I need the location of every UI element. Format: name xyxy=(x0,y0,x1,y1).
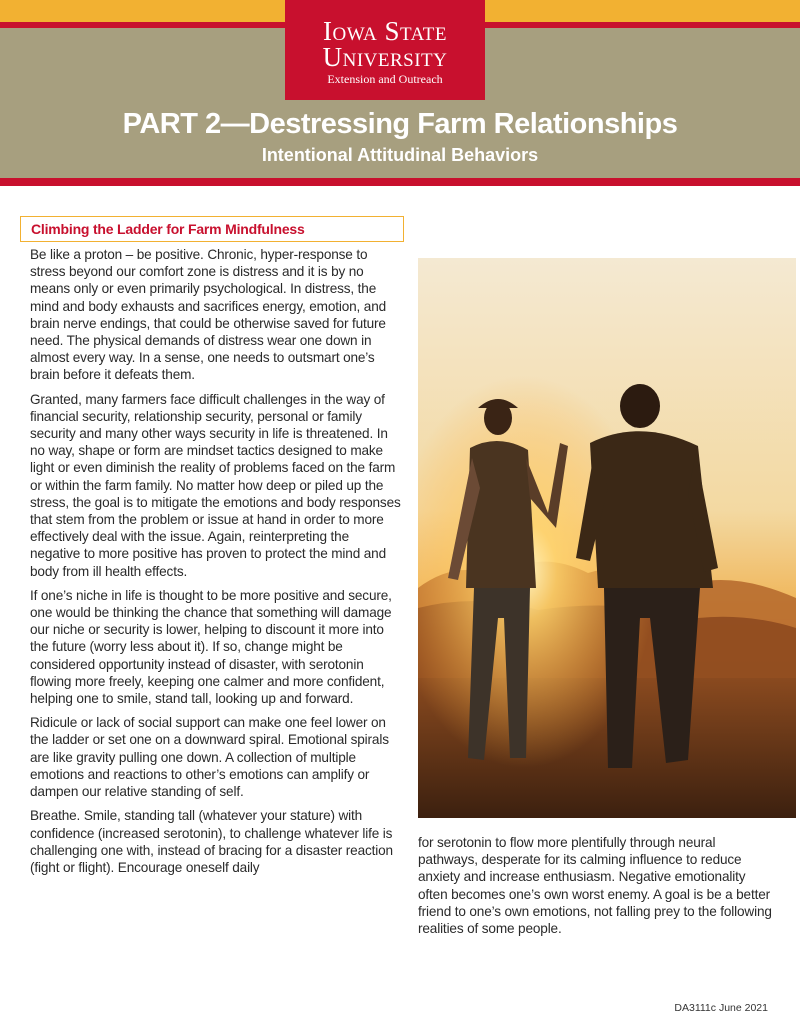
paragraph-continuation: for serotonin to flow more plentifully through neural pathways, desperate for its calming influence to reduce anxiety and increase enthusiasm. Negative emotionality often becomes one’s own worst enemy. A goal is be a better friend to one’s own emotions, not falling prey to the following realities of some people. xyxy=(418,835,772,937)
logo-line-3: Extension and Outreach xyxy=(327,72,443,86)
logo-line-2: University xyxy=(322,42,448,72)
farm-couple-sunset-photo xyxy=(418,258,796,818)
left-column xyxy=(30,246,402,883)
university-logo[interactable] xyxy=(285,0,485,100)
paragraph: Ridicule or lack of social support can make one feel lower on the ladder or set one on a downward spiral. Emotional spirals are like gravity pulling one down. A collection of multiple emotions and reactions to other’s emotions can amplify or dampen our relative standing of self. xyxy=(30,715,389,800)
paragraph: Granted, many farmers face difficult challenges in the way of financial security, relationship security, personal or family security and many other ways security in life is threatened. In no way, shape or form are mindset tactics designed to make light or even diminish the reality of problems faced on the farm or within the farm family. No matter how deep or piled up the stress, the goal is to mitigate the emotions and body responses that stem from the problem or issue at hand in order to more effectively deal with the issue. Again, reinterpreting the negative to more positive has proven to protect the mind and body from ill health effects. xyxy=(30,391,401,579)
paragraph: Be like a proton – be positive. Chronic, hyper-response to stress beyond our comfort zone is distress and it is by no means only or even primarily psychological. In distress, the mind and body exhausts and sacrifices energy, emotion, and brain nerve endings, that could be otherwise saved for future need. The physical demands of distress wear one down in almost every way. In a sense, one needs to outsmart one’s brain before it defeats them. xyxy=(30,247,387,383)
publication-code: DA3111c June 2021 xyxy=(674,1002,768,1014)
paragraph: If one’s niche in life is thought to be more positive and secure, one would be thinking the chance that something will damage our niche or security is lower, helping to discount it more into the future (worry less about it). If so, change might be considered opportunity instead of disaster, with serotonin flowing more freely, keeping one calmer and more confident, helping one to smile, stand tall, looking up and forward. xyxy=(30,587,392,707)
page-title: PART 2—Destressing Farm Relationships xyxy=(122,108,678,140)
logo-line-1: Iowa State xyxy=(323,16,447,46)
page-subtitle: Intentional Attitudinal Behaviors xyxy=(261,145,539,165)
section-heading-box xyxy=(20,216,404,242)
right-column xyxy=(418,834,778,937)
section-heading: Climbing the Ladder for Farm Mindfulness xyxy=(31,221,305,237)
bottom-red-rule xyxy=(0,178,800,186)
photo-illustration xyxy=(418,258,796,818)
paragraph: Breathe. Smile, standing tall (whatever your stature) with confidence (increased serotonin), to challenge whatever life is challenging one with, instead of bracing for a disaster reaction (fight or flight). Encourage oneself daily xyxy=(30,808,393,875)
